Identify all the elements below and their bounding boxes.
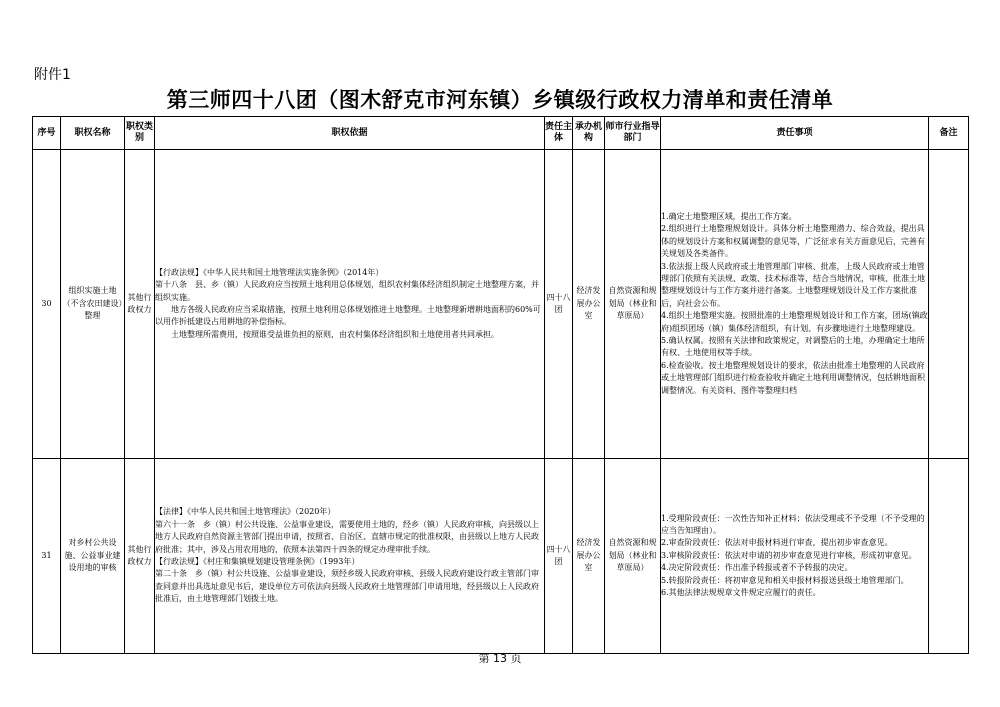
power-responsibility-table [32,116,969,654]
row-agency: 经济发展办公室 [573,459,605,654]
row-seq: 30 [33,150,61,459]
row-subject: 四十八团 [545,459,573,654]
basis-line: 第十八条 县、乡（镇）人民政府应当按照土地利用总体规划，组织农村集体经济组织制定土地整理方案，并组织实施。 [155,280,539,302]
attachment-label: 附件1 [34,67,71,83]
duty-item: 6.检查验收。按土地整理规划设计的要求，依法由批准土地整理的人民政府或土地管理部门组织进行检查验收并确定土地利用调整情况，包括耕地面积调整情况。有关资料、图件等整理归档 [661,360,925,395]
duty-item: 4.决定阶段责任：作出准予转报或者不予转报的决定。 [661,563,853,573]
header-remarks: 备注 [929,117,969,150]
header-seq: 序号 [33,117,61,150]
duty-item: 2.审查阶段责任：依法对申报材料进行审查，提出初步审查意见。 [661,538,893,548]
page-number: 第 13 页 [478,652,522,665]
basis-line: 第六十一条 乡（镇）村公共设施、公益事业建设，需要使用土地的，经乡（镇）人民政府审核，向县级以上地方人民政府自然资源主管部门提出申请，按照省、自治区、直辖市规定的批准权限，由县级以上地方人民政府批准；其中，涉及占用农用地的，依照本法第四十四条的规定办理审批手续。 [155,519,539,554]
row-remarks [929,459,969,654]
duty-item: 3.依法报上级人民政府或土地管理部门审核、批准，上级人民政府或土地管理部门依照有关法规、政策、技术标准等，结合当地情况，审核、批准土地整理规划设计与工作方案并进行备案。土地整理规划设计及工作方案批准后，向社会公布。 [661,261,925,308]
duty-item: 1.受理阶段责任：一次性告知补正材料；依法受理或不予受理（不予受理的应当告知理由）。 [661,513,925,535]
row-agency: 经济发展办公室 [573,150,605,459]
table-header-row [33,117,969,150]
duty-item: 5.转报阶段责任：将初审意见和相关申报材料报送县级土地管理部门。 [661,575,909,585]
header-name: 职权名称 [61,117,125,150]
row-basis [155,150,545,459]
row-seq: 31 [33,459,61,654]
duty-item: 4.组织土地整理实施。按照批准的土地整理规划设计和工作方案，团场(镇政府)组织团场（镇）集体经济组织，有计划、有步骤地进行土地整理建设。 [661,311,928,333]
header-guide: 师市行业指导部门 [605,117,661,150]
row-remarks [929,150,969,459]
row-basis [155,459,545,654]
basis-line: 土地整理所需费用，按照谁受益谁负担的原则，由农村集体经济组织和土地使用者共同承担。 [155,329,499,339]
basis-line: 【法律】《中华人民共和国土地管理法》（2020年） [155,507,336,517]
header-basis: 职权依据 [155,117,545,150]
basis-line: 【行政法规】《中华人民共和国土地管理法实施条例》（2014年） [155,267,384,277]
row-duties [661,459,929,654]
duty-item: 6.其他法律法规规章文件规定应履行的责任。 [661,588,821,598]
basis-line: 地方各级人民政府应当采取措施，按照土地利用总体规划推进土地整理。土地整理新增耕地面积的60%可以用作折抵建设占用耕地的补偿指标。 [155,305,541,327]
row-category: 其他行政权力 [125,150,155,459]
table-row [33,150,969,459]
header-category: 职权类别 [125,117,155,150]
header-subject: 责任主体 [545,117,573,150]
row-name: 对乡村公共设施、公益事业建设用地的审核 [61,459,125,654]
header-duties: 责任事项 [661,117,929,150]
row-guide: 自然资源和规划局（林业和草原局） [605,459,661,654]
header-agency: 承办机构 [573,117,605,150]
duty-item: 2.组织进行土地整理规划设计。具体分析土地整理潜力、综合效益，提出具体的规划设计方案和权属调整的意见等，广泛征求有关方面意见后，完善有关规划及各类备件。 [661,224,925,259]
row-name: 组织实施土地（不含农田建设）整理 [61,150,125,459]
basis-line: 第二十条 乡（镇）村公共设施、公益事业建设，须经乡级人民政府审核、县级人民政府建设行政主管部门审查同意并出具选址意见书后，建设单位方可依法向县级人民政府土地管理部门申请用地，经县级以上人民政府批准后，由土地管理部门划拨土地。 [155,569,539,604]
table-row [33,459,969,654]
row-category: 其他行政权力 [125,459,155,654]
duty-item: 1.确定土地整理区域，提出工作方案。 [661,211,797,221]
row-duties [661,150,929,459]
row-subject: 四十八团 [545,150,573,459]
row-guide: 自然资源和规划局（林业和草原局） [605,150,661,459]
document-title: 第三师四十八团（图木舒克市河东镇）乡镇级行政权力清单和责任清单 [166,87,834,112]
duty-item: 5.确认权属。按照有关法律和政策规定，对调整后的土地，办理确定土地所有权、土地使用权等手续。 [661,336,925,358]
basis-line: 【行政法规】《村庄和集镇规划建设管理条例》（1993年） [155,557,360,566]
duty-item: 3.审核阶段责任：依法对申请的初步审查意见进行审核，形成初审意见。 [661,550,917,560]
